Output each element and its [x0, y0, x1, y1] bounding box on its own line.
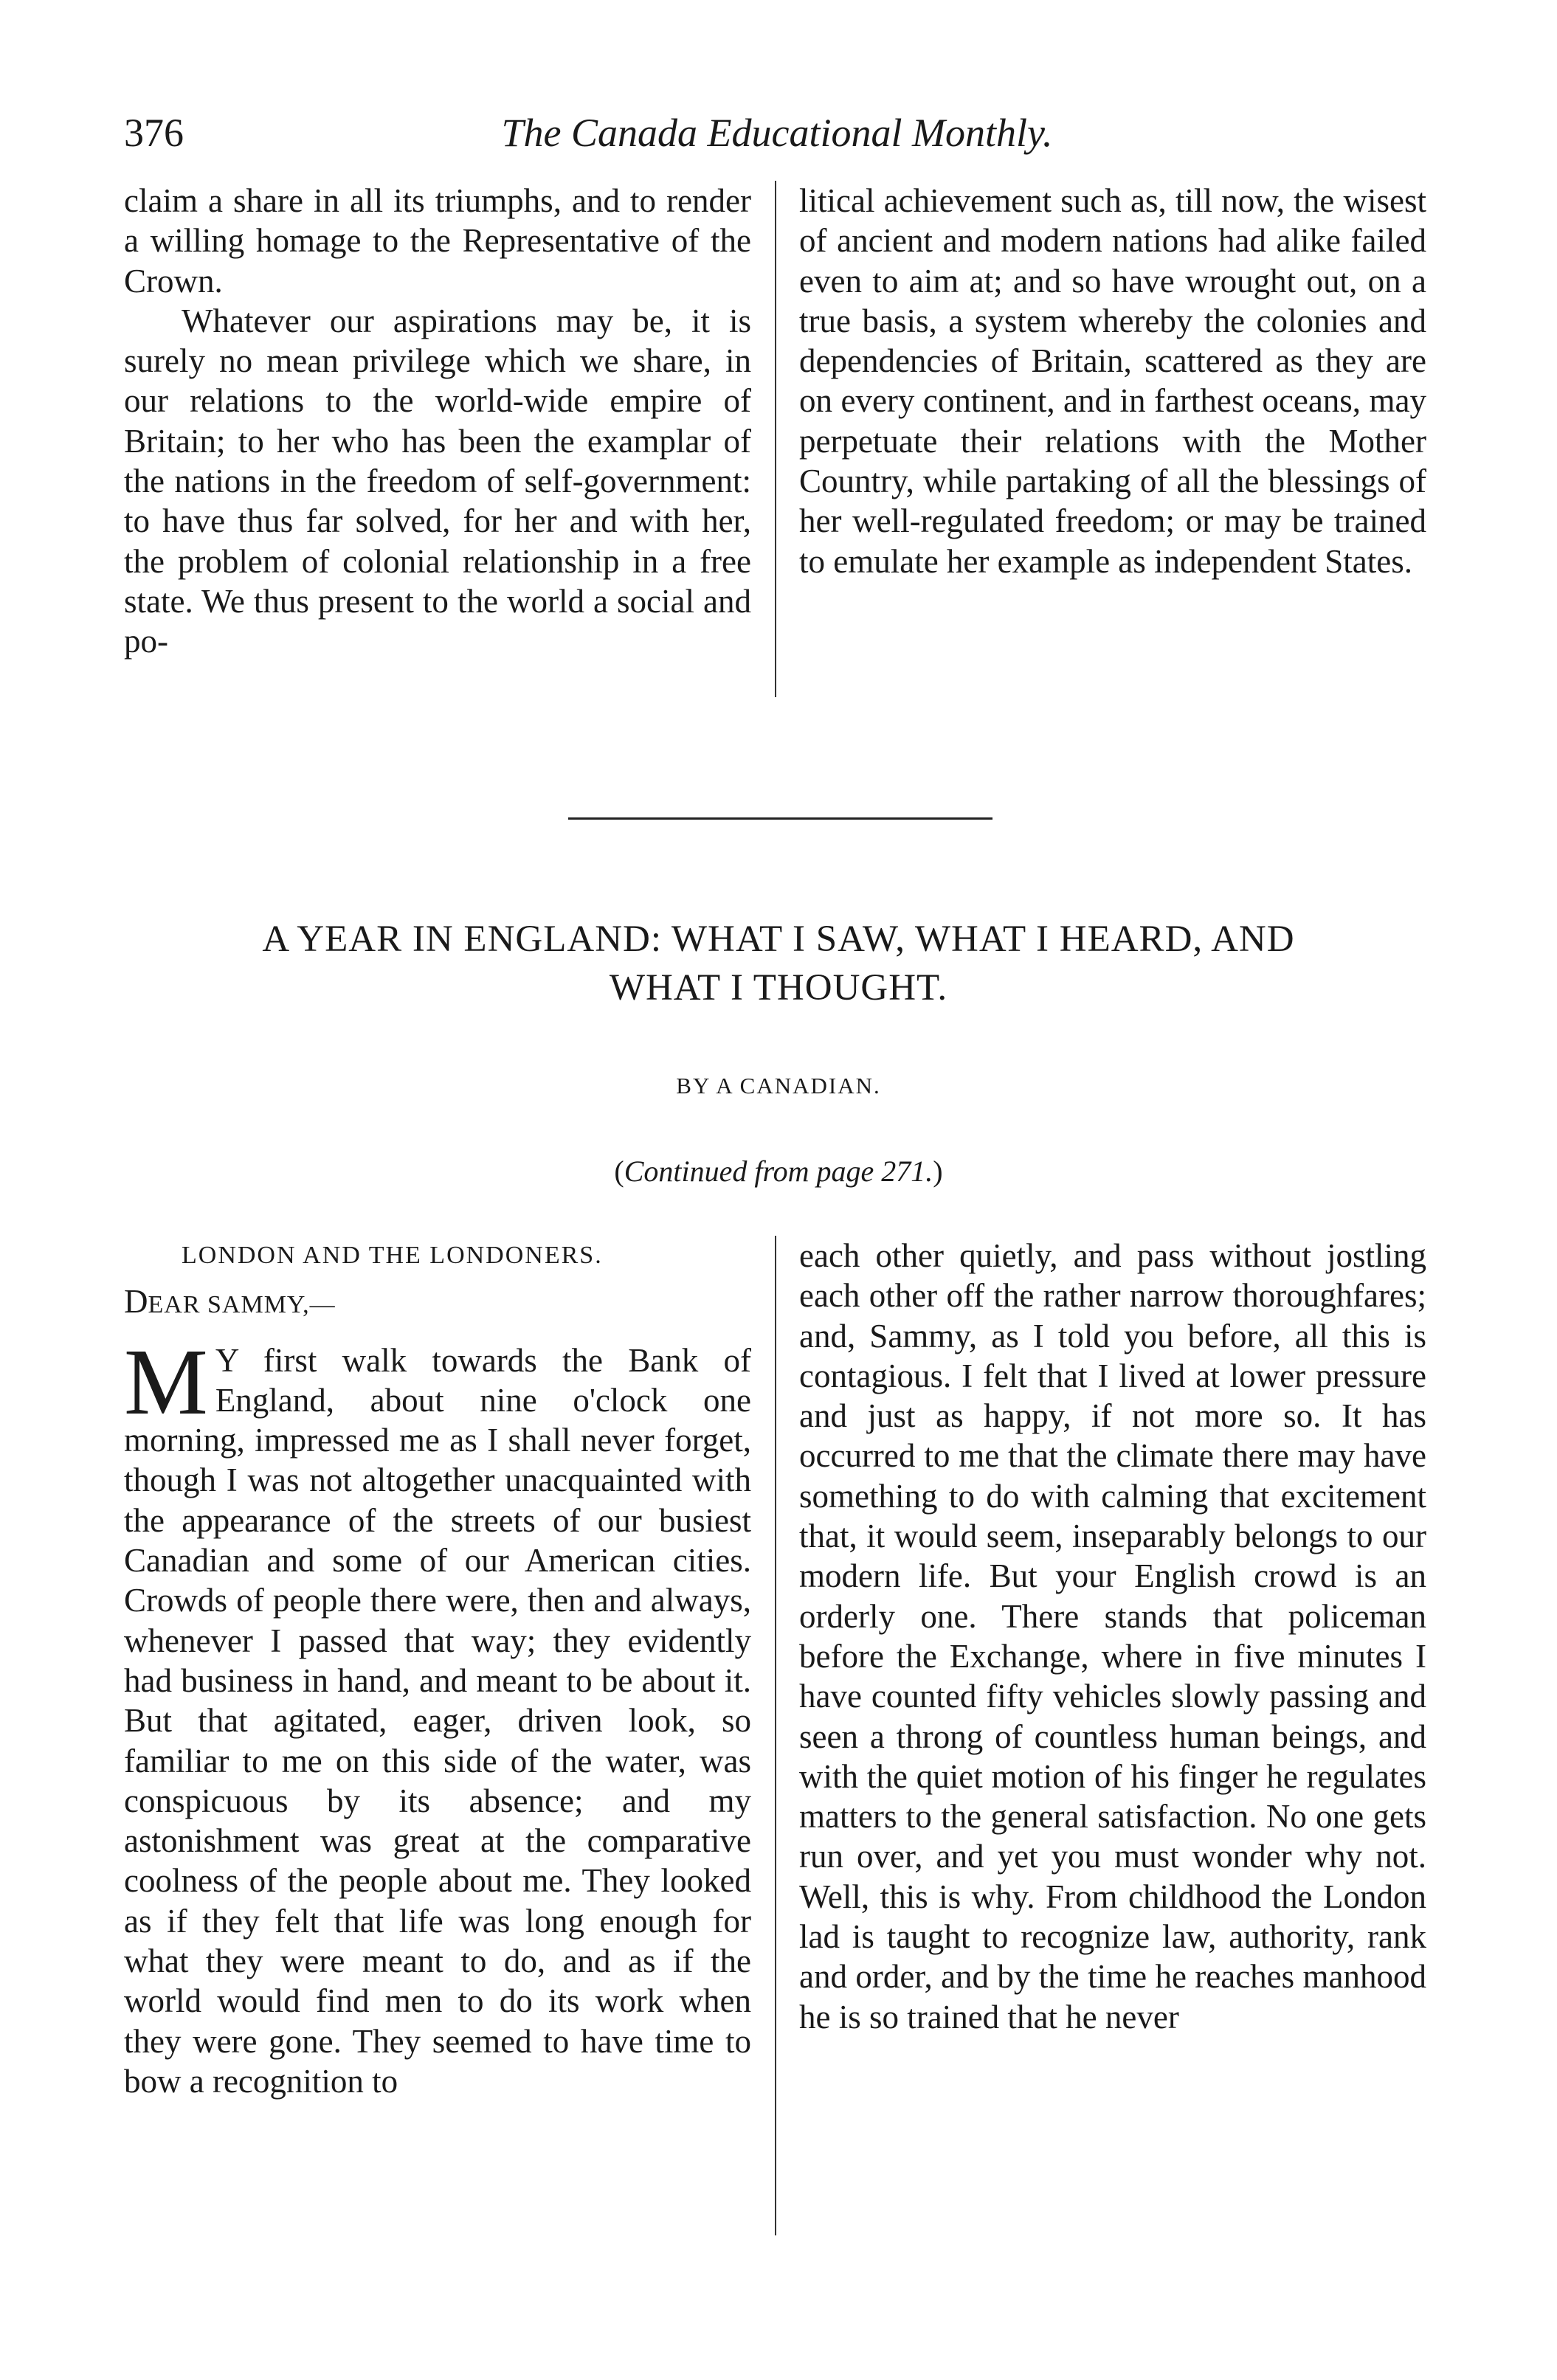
article-right-column: [799, 1236, 1426, 2037]
article-title: [111, 915, 1446, 1012]
continued-note: (Continued from page 271.): [614, 1155, 943, 1188]
page-number: 376: [124, 111, 184, 155]
section-heading: LONDON AND THE LONDONERS.: [182, 1242, 603, 1269]
previous-article-right-column: [799, 181, 1426, 581]
salutation-initial: D: [124, 1283, 148, 1321]
salutation: [124, 1281, 751, 1325]
journal-title: The Canada Educational Monthly.: [501, 111, 1053, 155]
article-title-line: A YEAR IN ENGLAND: WHAT I SAW, WHAT I HEARD, AND: [262, 919, 1295, 960]
paragraph: claim a share in all its triumphs, and to render a willing homage to the Representative of the Crown.: [124, 182, 751, 300]
byline: BY A CANADIAN.: [676, 1073, 881, 1099]
continued-note-text: Continued from page 271.: [624, 1155, 933, 1188]
paragraph-text: Y first walk towards the Bank of England, about nine o'clock one morning, impressed me as I shall never forget, though I was not altogether unacquainted with the appearance of the streets of our busiest Canadian and some of our American cities. Crowds of people there were, then and always, whenever I passed that way; they evidently had business in hand, and meant to be about it. But that agitated, eager, driven look, so familiar to me on this side of the water, was conspicuous by its absence; and my astonishment was great at the comparative coolness of the people about me. They looked as if they felt that life was long enough for what they were meant to do, and as if the world would find men to do its work when they were gone. They seemed to have time to bow a recognition to: [124, 1341, 751, 2100]
article-title-line: WHAT I THOUGHT.: [609, 967, 948, 1009]
paragraph: each other quietly, and pass without jostling each other off the rather narrow thoroughfares; and, Sammy, as I told you before, all this is contagious. I felt that I lived at lower pressure and just as happy, if not more so. It has occurred to me that the climate there may have something to do with calming that excitement that, it would seem, inseparably belongs to our modern life. But your English crowd is an orderly one. There stands that policeman before the Exchange, where in five minutes I have counted fifty vehicles slowly passing and seen a throng of countless human beings, and with the quiet motion of his finger he regulates matters to the general satisfaction. No one gets run over, and yet you must wonder why not. Well, this is why. From childhood the London lad is taught to recognize law, authority, rank and order, and by the time he reaches manhood he is so trained that he never: [799, 1237, 1426, 2035]
drop-cap: M: [124, 1329, 208, 1434]
salutation-rest: EAR SAMMY,—: [148, 1291, 336, 1319]
previous-article-left-column: [124, 181, 751, 662]
paragraph: litical achievement such as, till now, the wisest of ancient and modern nations had alike failed even to aim at; and so have wrought out, on a true basis, a system whereby the colonies and dependencies of Britain, scattered as they are on every continent, and in farthest oceans, may perpetuate their relations with the Mother Country, while partaking of all the blessings of her well-regulated freedom; or may be trained to emulate her example as independent States.: [799, 182, 1426, 580]
section-rule: [568, 817, 992, 820]
column-divider: [775, 181, 776, 697]
column-divider: [775, 1236, 776, 2235]
running-head: [124, 103, 1430, 162]
paragraph: Whatever our aspirations may be, it is surely no mean privilege which we share, in our relations to the world-wide empire of Britain; to her who has been the examplar of the nations in the freedom of self-government: to have thus far solved, for her and with her, the problem of colonial relationship in a free state. We thus present to the world a social and po-: [124, 302, 751, 660]
article-left-column: [124, 1236, 751, 2101]
paragraph: [124, 1329, 751, 2102]
